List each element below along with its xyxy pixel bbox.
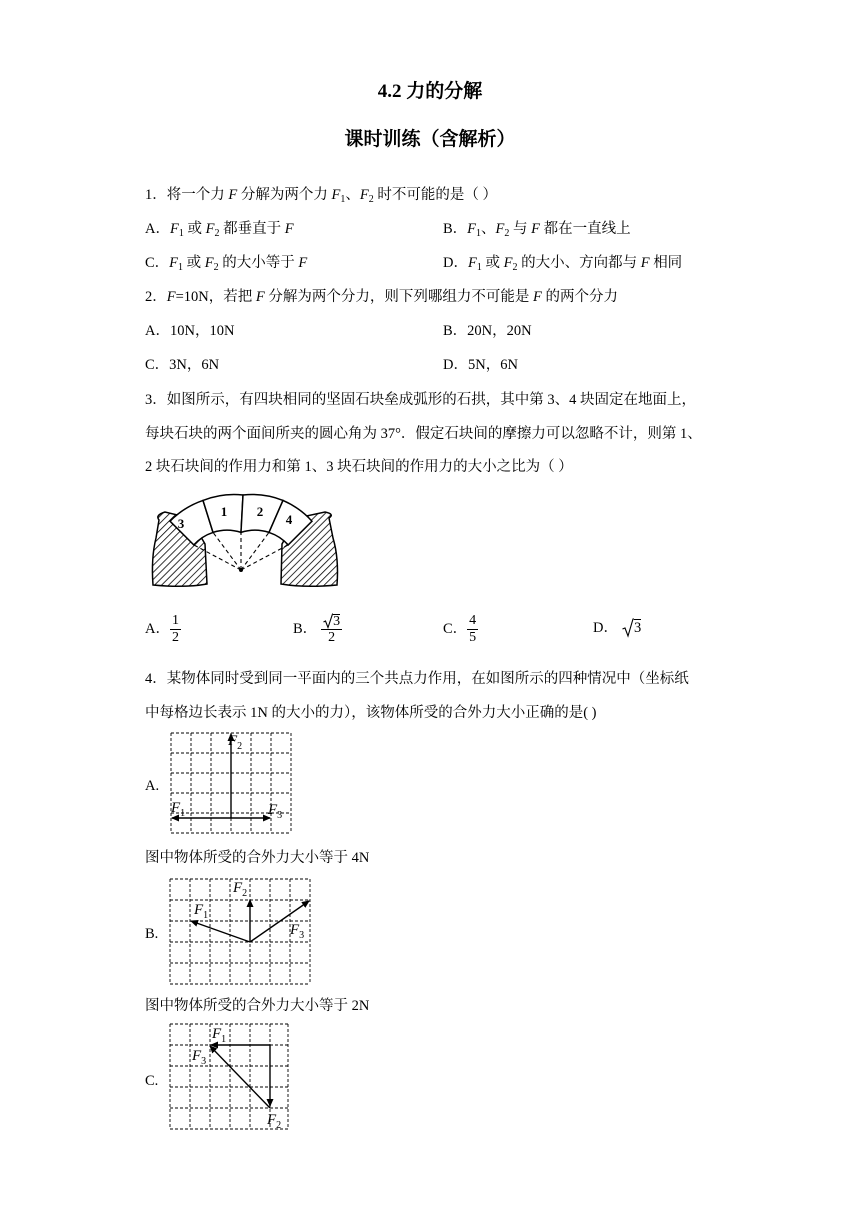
force-label-f2: $F_2$ — [228, 733, 243, 752]
force-label-f3: $F_3$ — [268, 802, 283, 821]
q3-option-b: B． $\frac{3}{2}$ — [293, 613, 341, 645]
q1-option-c: C．$F_1$ 或 $F_2$ 的大小等于 F — [145, 255, 308, 273]
q3-line-3: 2 块石块间的作用力和第 1、3 块石块间的作用力的大小之比为（ ） — [145, 459, 573, 475]
q2-option-a: A．10N，10N — [145, 323, 235, 339]
q3-option-a: A． $\frac{1}{2}$ — [145, 612, 179, 645]
block-label-3: 3 — [177, 516, 185, 531]
force-label-f1: $F_1$ — [194, 902, 209, 921]
stone-arch-figure — [145, 488, 345, 590]
force-label-f3: $F_3$ — [290, 922, 305, 941]
force-label-f1: $F_1$ — [212, 1026, 227, 1045]
radius-lines — [194, 532, 288, 570]
force-grid-b — [166, 876, 314, 988]
page-title: 4.2 力的分解 — [377, 81, 483, 102]
force-label-f2: $F_2$ — [233, 880, 248, 899]
q4-option-a-label: A. — [145, 778, 160, 794]
q1-stem: 1．将一个力 F 分解为两个力 $F_1$、$F_2$ 时不可能的是（ ） — [145, 187, 497, 205]
q4-option-b-label: B. — [145, 926, 159, 942]
q2-option-c: C．3N，6N — [145, 357, 220, 373]
block-label-2: 2 — [256, 504, 264, 519]
block-label-4: 4 — [285, 512, 293, 527]
q3-line-1: 3．如图所示，有四块相同的坚固石块垒成弧形的石拱，其中第 3、4 块固定在地面上， — [145, 392, 696, 408]
q2-option-d: D．5N，6N — [443, 357, 518, 373]
q4-option-c-label: C. — [145, 1073, 159, 1089]
q4-option-a-caption: 图中物体所受的合外力大小等于 4N — [145, 850, 370, 866]
q4-option-b-caption: 图中物体所受的合外力大小等于 2N — [145, 998, 370, 1014]
q3-line-2: 每块石块的两个面间所夹的圆心角为 37°．假定石块间的摩擦力可以忽略不计，则第 1、 — [145, 426, 702, 442]
sqrt-icon — [323, 613, 333, 629]
q3-option-d: D． 3 — [593, 620, 642, 636]
q4-line-1: 4．某物体同时受到同一平面内的三个共点力作用，在如图所示的四种情况中（坐标纸 — [145, 671, 689, 687]
sqrt-icon — [622, 618, 634, 638]
arch-center-point — [239, 568, 243, 572]
q2-option-b: B．20N，20N — [443, 323, 532, 339]
q1-option-b: B．$F_1$、$F_2$ 与 F 都在一直线上 — [443, 221, 631, 239]
q1-option-d: D．$F_1$ 或 $F_2$ 的大小、方向都与 F 相同 — [443, 255, 683, 273]
force-label-f2: $F_2$ — [267, 1112, 282, 1131]
force-grid-a — [168, 730, 294, 840]
force-label-f3: $F_3$ — [192, 1048, 207, 1067]
block-label-1: 1 — [220, 504, 228, 519]
q4-line-2: 中每格边长表示 1N 的大小的力），该物体所受的合外力大小正确的是( ) — [145, 705, 597, 721]
force-label-f1: $F_1$ — [171, 800, 186, 819]
q1-option-a: A．$F_1$ 或 $F_2$ 都垂直于 F — [145, 221, 294, 239]
q2-stem: 2．F=10N，若把 F 分解为两个分力，则下列哪组力不可能是 F 的两个分力 — [145, 289, 618, 305]
page-subtitle: 课时训练（含解析） — [344, 129, 516, 150]
q3-option-c: C． $\frac{4}{5}$ — [443, 612, 477, 645]
force-grid-c — [166, 1020, 292, 1134]
